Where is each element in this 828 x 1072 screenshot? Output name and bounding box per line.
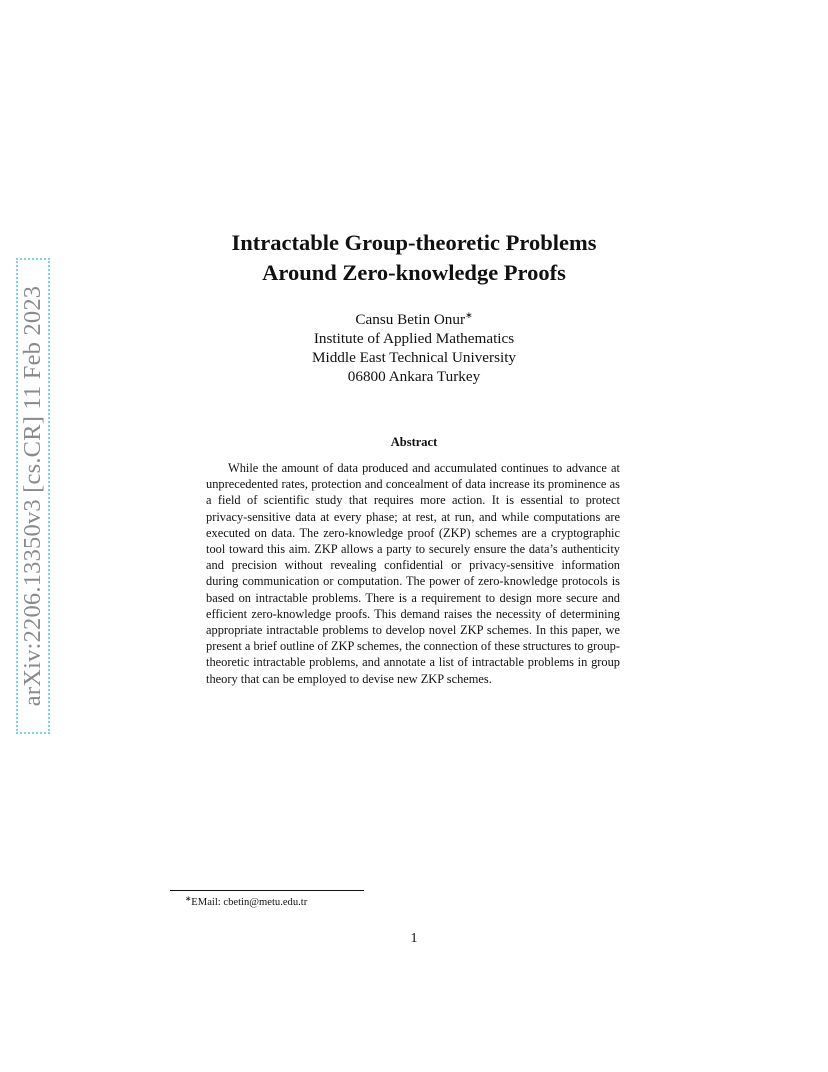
author-address: 06800 Ankara Turkey	[347, 368, 481, 385]
author-name: Cansu Betin Onur	[355, 311, 466, 328]
footnote-mark: ∗	[185, 894, 192, 903]
abstract-body: While the amount of data produced and accumulated continues to advance at unprecedented rates, protection and concealment of data increase its prominence as a field of scientific study that requires more action. It is essential to protect privacy-sensitive data at every phase; at rest, at run, and while computations are executed on data. The zero-knowledge proof (ZKP) schemes are a cryptographic tool toward this aim. ZKP allows a party to securely ensure the data’s authenticity and precision without revealing confidential or privacy-sensitive information during communication or computation. The power of zero-knowledge protocols is based on intractable problems. There is a requirement to design more secure and efficient zero-knowledge proofs. This demand raises the necessity of determining appropriate intractable problems to develop novel ZKP schemes. In this paper, we present a brief outline of ZKP schemes, the connection of these structures to group-theoretic intractable problems, and annotate a list of intractable problems in group theory that can be employed to devise new ZKP schemes.	[206, 461, 620, 686]
page-number: 1	[410, 931, 418, 946]
footnote	[185, 894, 307, 908]
arxiv-side-stamp	[16, 258, 50, 734]
author-line	[200, 306, 628, 329]
abstract-heading: Abstract	[390, 435, 438, 449]
arxiv-identifier: arXiv:2206.13350v3 [cs.CR] 11 Feb 2023	[19, 285, 46, 707]
author-block	[200, 306, 628, 386]
paper-title-line-2: Around Zero-knowledge Proofs	[262, 260, 566, 285]
footnote-text: EMail: cbetin@metu.edu.tr	[191, 897, 308, 908]
footnote-rule	[170, 890, 364, 891]
paper-title	[100, 228, 728, 288]
author-institute: Institute of Applied Mathematics	[313, 330, 515, 347]
author-footnote-mark: ∗	[465, 310, 473, 320]
paper-title-line-1: Intractable Group-theoretic Problems	[231, 230, 597, 255]
author-university: Middle East Technical University	[311, 349, 517, 366]
